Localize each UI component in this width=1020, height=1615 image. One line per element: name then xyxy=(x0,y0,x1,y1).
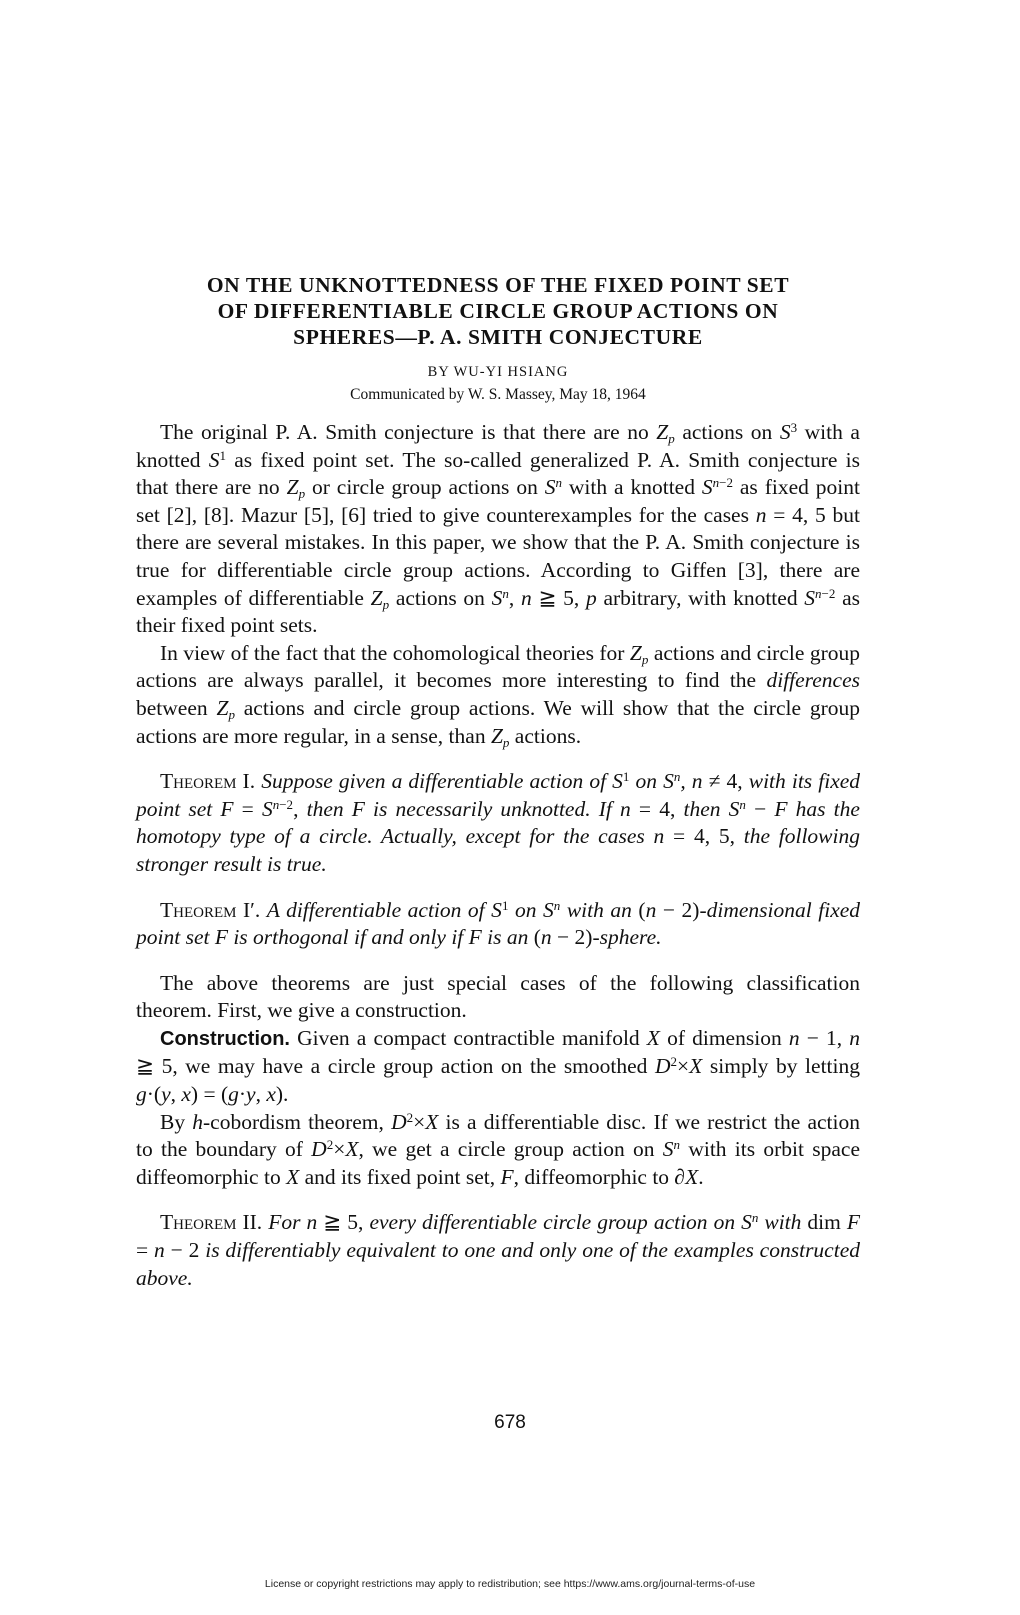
communicated-line: Communicated by W. S. Massey, May 18, 1964 xyxy=(350,386,646,403)
license-footer: License or copyright restrictions may apply to redistribution; see https://www.ams.org/journal-terms-of-use xyxy=(264,1578,756,1590)
page-number: 678 xyxy=(494,1412,526,1433)
author-byline: BY WU-YI HSIANG xyxy=(427,364,569,380)
theorem-2: Theorem II. For n ≧ 5, every differentiable circle group action on $S^n$ with dim F = n − 2 is differentiably equivalent to one and only one of the examples constructed above. xyxy=(136,1210,861,1290)
paragraph-construction: Construction. Given a compact contractible manifold X of dimension n − 1, n ≧ 5, we may have a circle group action on the smoothed $D^2\times X$ simply by letting g·(y, x) = (g·y, x). xyxy=(136,1025,860,1107)
paragraph-above: The above theorems are just special cases of the following classification theorem. First, we give a construction. xyxy=(136,970,860,1023)
title-line: SPHERES—P. A. SMITH CONJECTURE xyxy=(293,325,703,349)
theorem-label: Theorem I. xyxy=(160,769,256,794)
title-line: ON THE UNKNOTTEDNESS OF THE FIXED POINT SET xyxy=(206,273,790,297)
theorem-label: Theorem II. xyxy=(160,1210,263,1235)
paragraph-view: In view of the fact that the cohomological theories for $Z_p$ actions and circle group actions are always parallel, it becomes more interesting to find the differences between $Z_p$ actions and circle group actions. We will show that the circle group actions are more regular, in a sense, than $Z_p$ actions. xyxy=(136,640,860,750)
theorem-label: Theorem I′. xyxy=(160,897,261,922)
paragraph-cobordism: By h-cobordism theorem, $D^2\times X$ is a differentiable disc. If we restrict the action to the boundary of $D^2\times X$, we get a circle group action on $S^n$ with its orbit space diffeomorphic to X and its fixed point set, F, diffeomorphic to ∂X. xyxy=(136,1109,860,1189)
title-line: OF DIFFERENTIABLE CIRCLE GROUP ACTIONS ON xyxy=(217,299,779,323)
theorem-1: Theorem I. Suppose given a differentiable action of $S^1$ on $S^n$, n ≠ 4, with its fixed point set $F = S^{n-2}$, then F is necessarily unknotted. If n = 4, then $S^n - F$ has the homotopy type of a circle. Actually, except for the cases n = 4, 5, the following stronger result is true. xyxy=(136,768,861,876)
theorem-1-prime: Theorem I′. A differentiable action of $S^1$ on $S^n$ with an (n − 2)-dimensional fixed point set F is orthogonal if and only if F is an (n − 2)-sphere. xyxy=(136,897,861,950)
article-title xyxy=(136,272,860,350)
article xyxy=(136,272,860,1292)
paragraph-intro: The original P. A. Smith conjecture is that there are no $Z_p$ actions on $S^3$ with a knotted $S^1$ as fixed point set. The so-called generalized P. A. Smith conjecture is that there are no $Z_p$ or circle group actions on $S^n$ with a knotted $S^{n-2}$ as fixed point set [2], [8]. Mazur [5], [6] tried to give counterexamples for the cases n = 4, 5 but there are several mistakes. In this paper, we show that the P. A. Smith conjecture is true for differentiable circle group actions. According to Giffen [3], there are examples of differentiable $Z_p$ actions on $S^n$, n ≧ 5, p arbitrary, with knotted $S^{n-2}$ as their fixed point sets. xyxy=(136,419,861,638)
construction-label: Construction. xyxy=(160,1027,290,1050)
